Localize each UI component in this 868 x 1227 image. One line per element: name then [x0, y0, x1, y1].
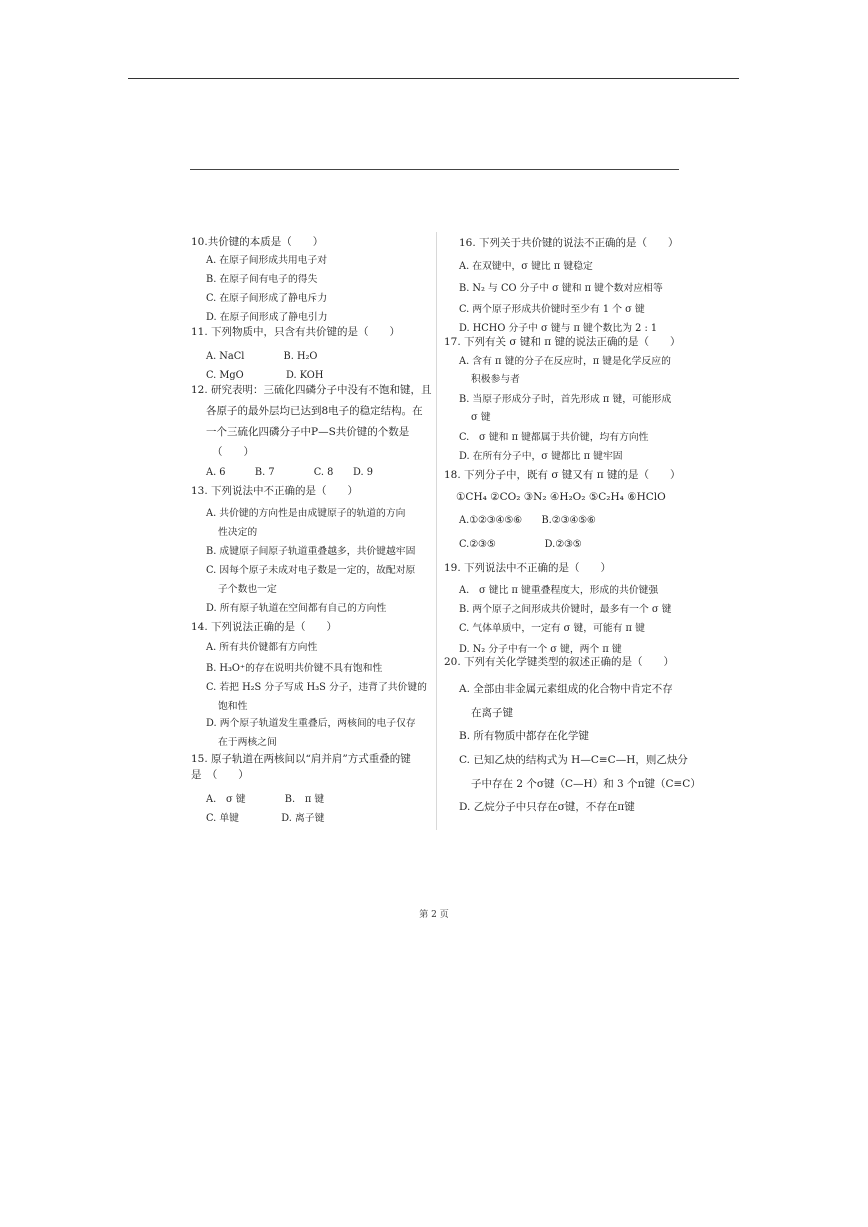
left-line-15: 性决定的 — [218, 527, 258, 538]
left-line-20: 14. 下列说法正确的是（ ） — [191, 621, 338, 633]
left-line-6: A. NaCl B. H₂O — [206, 351, 318, 362]
left-line-9: 各原子的最外层均已达到8电子的稳定结构。在 — [206, 405, 423, 417]
left-line-27: 15. 原子轨道在两核间以“肩并肩”方式重叠的键 — [191, 753, 411, 765]
right-line-25: C. 已知乙炔的结构式为 H—C≡C—H，则乙炔分 — [459, 754, 688, 766]
page-number: 第 2 页 — [419, 910, 449, 920]
left-line-28: 是 （ ） — [191, 769, 249, 781]
left-line-21: A. 所有共价键都有方向性 — [206, 642, 318, 653]
left-line-13: 13. 下列说法中不正确的是（ ） — [191, 485, 359, 497]
right-line-18: B. 两个原子之间形成共价键时，最多有一个 σ 键 — [459, 604, 672, 615]
right-line-10: C. σ 键和 π 键都属于共价键，均有方向性 — [459, 432, 649, 443]
left-line-4: D. 在原子间形成了静电引力 — [206, 312, 328, 323]
left-line-8: 12. 研究表明：三硫化四磷分子中没有不饱和键，且 — [191, 384, 432, 396]
right-line-20: D. N₂ 分子中有一个 σ 键，两个 π 键 — [459, 644, 622, 655]
left-line-26: 在于两核之间 — [218, 737, 277, 748]
left-line-14: A. 共价键的方向性是由成键原子的轨道的方向 — [206, 508, 406, 519]
left-line-29: A. σ 键 B. π 键 — [206, 794, 325, 805]
header-rule — [190, 169, 679, 170]
right-line-15: C.②③⑤ D.②③⑤ — [459, 539, 582, 550]
right-line-26: 子中存在 2 个σ键（C—H）和 3 个π键（C≡C） — [471, 778, 701, 790]
left-line-0: 10.共价键的本质是（ ） — [191, 236, 324, 248]
right-line-27: D. 乙烷分子中只存在σ键，不存在π键 — [459, 801, 635, 813]
left-line-24: 饱和性 — [218, 701, 248, 712]
right-line-17: A. σ 键比 π 键重叠程度大，形成的共价键强 — [459, 585, 659, 596]
right-line-22: A. 全部由非金属元素组成的化合物中肯定不存 — [459, 683, 673, 695]
left-line-2: B. 在原子间有电子的得失 — [206, 274, 318, 285]
right-line-1: A. 在双键中，σ 键比 π 键稳定 — [459, 261, 593, 272]
right-line-0: 16. 下列关于共价键的说法不正确的是（ ） — [459, 237, 679, 249]
right-line-9: σ 键 — [471, 412, 491, 423]
right-line-8: B. 当原子形成分子时，首先形成 π 键，可能形成 — [459, 394, 672, 405]
left-line-22: B. H₃O⁺的存在说明共价键不具有饱和性 — [206, 663, 383, 674]
left-line-16: B. 成键原子间原子轨道重叠越多，共价键越牢固 — [206, 546, 416, 557]
right-line-3: C. 两个原子形成共价键时至少有 1 个 σ 键 — [459, 304, 645, 315]
left-line-18: 子个数也一定 — [218, 584, 277, 595]
left-line-7: C. MgO D. KOH — [206, 370, 324, 381]
left-line-12: A. 6 B. 7 C. 8 D. 9 — [206, 467, 373, 478]
right-line-21: 20. 下列有关化学键类型的叙述正确的是（ ） — [444, 656, 675, 668]
right-line-5: 17. 下列有关 σ 键和 π 键的说法正确的是（ ） — [444, 336, 681, 348]
left-line-3: C. 在原子间形成了静电斥力 — [206, 293, 328, 304]
right-line-11: D. 在所有分子中，σ 键都比 π 键牢固 — [459, 451, 623, 462]
left-line-25: D. 两个原子轨道发生重叠后，两核间的电子仅存 — [206, 718, 416, 729]
right-line-16: 19. 下列说法中不正确的是（ ） — [444, 562, 612, 574]
left-line-30: C. 单键 D. 离子键 — [206, 813, 325, 824]
page-top-rule — [128, 78, 739, 79]
right-line-4: D. HCHO 分子中 σ 键与 π 键个数比为 2 : 1 — [459, 323, 658, 334]
left-line-1: A. 在原子间形成共用电子对 — [206, 255, 328, 266]
left-line-19: D. 所有原子轨道在空间都有自己的方向性 — [206, 603, 387, 614]
right-line-13: ①CH₄ ②CO₂ ③N₂ ④H₂O₂ ⑤C₂H₄ ⑥HClO — [456, 491, 666, 503]
right-line-2: B. N₂ 与 CO 分子中 σ 键和 π 键个数对应相等 — [459, 283, 663, 294]
left-line-11: （ ） — [212, 446, 254, 458]
right-line-6: A. 含有 π 键的分子在反应时，π 键是化学反应的 — [459, 356, 671, 367]
right-line-23: 在离子键 — [471, 707, 513, 719]
left-line-5: 11. 下列物质中，只含有共价键的是（ ） — [191, 326, 401, 338]
right-line-7: 积极参与者 — [471, 374, 520, 385]
left-line-10: 一个三硫化四磷分子中P—S共价键的个数是 — [206, 426, 410, 438]
column-divider — [436, 232, 437, 830]
right-line-24: B. 所有物质中都存在化学键 — [459, 730, 589, 742]
left-line-23: C. 若把 H₂S 分子写成 H₃S 分子，违背了共价键的 — [206, 682, 427, 693]
left-line-17: C. 因每个原子未成对电子数是一定的，故配对原 — [206, 565, 416, 576]
right-line-12: 18. 下列分子中，既有 σ 键又有 π 键的是（ ） — [444, 469, 681, 481]
right-line-19: C. 气体单质中，一定有 σ 键，可能有 π 键 — [459, 623, 645, 634]
right-line-14: A.①②③④⑤⑥ B.②③④⑤⑥ — [459, 515, 596, 526]
